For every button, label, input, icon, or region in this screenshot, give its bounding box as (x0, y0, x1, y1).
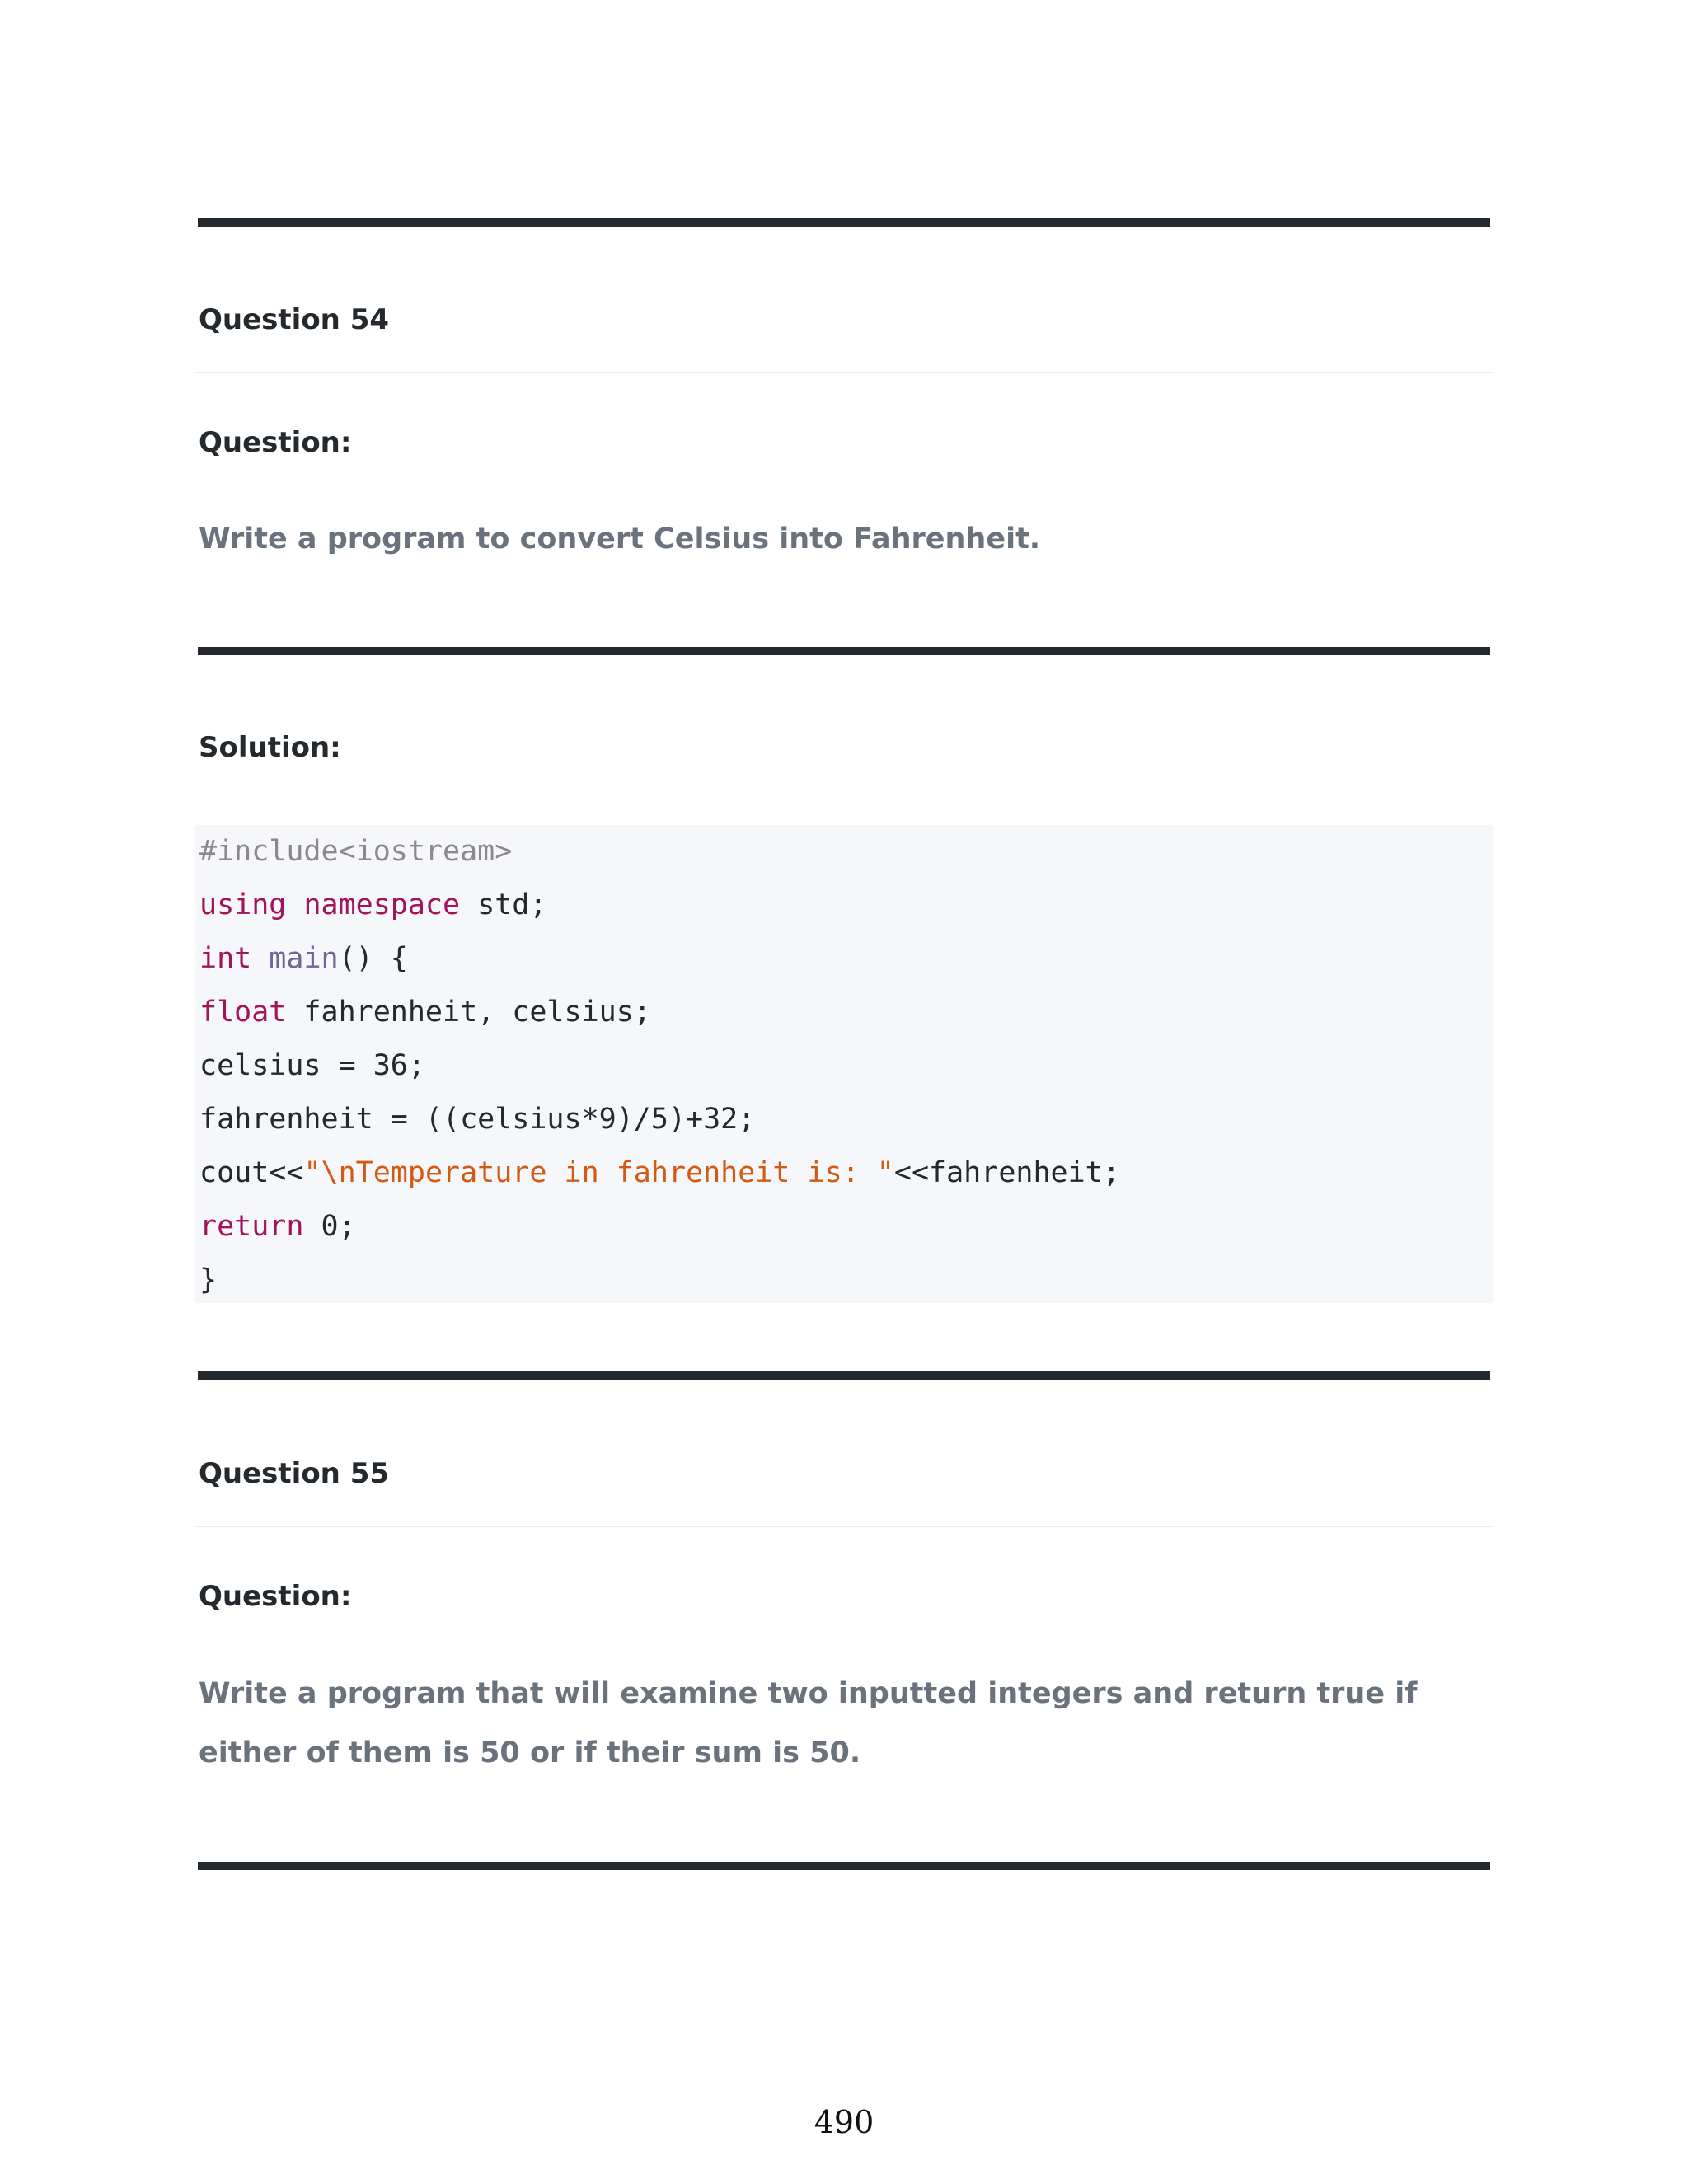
code-line (199, 1093, 755, 1146)
code-token-plain: celsius = 36; (199, 1049, 425, 1082)
code-token-preproc: #include<iostream> (199, 835, 513, 868)
code-token-func: main (269, 942, 339, 975)
code-token-plain: fahrenheit = ((celsius*9)/5)+32; (199, 1103, 756, 1136)
section-divider (198, 1371, 1490, 1380)
code-line (199, 1200, 356, 1254)
code-token-plain (286, 888, 303, 921)
code-token-keyword: int (199, 942, 252, 975)
question-55-title: Question 55 (199, 1457, 390, 1490)
section-divider (198, 647, 1490, 655)
code-token-plain: cout<< (199, 1156, 304, 1189)
question-label: Question: (199, 426, 352, 459)
code-line (199, 825, 512, 879)
code-line (199, 932, 408, 986)
title-underline (195, 1526, 1493, 1527)
code-token-plain (251, 942, 269, 975)
code-token-plain: () { (338, 942, 408, 975)
solution-label: Solution: (199, 731, 341, 764)
code-line (199, 1146, 1120, 1200)
code-token-keyword: float (199, 996, 287, 1029)
code-token-keyword: using (199, 888, 287, 921)
code-token-plain: std; (460, 888, 547, 921)
code-token-plain: } (199, 1263, 218, 1296)
code-token-plain: fahrenheit, celsius; (286, 996, 651, 1029)
page-number: 490 (814, 2104, 874, 2140)
code-line (199, 1039, 425, 1093)
question-54-title: Question 54 (199, 303, 390, 336)
section-divider (198, 218, 1490, 227)
code-token-plain: <<fahrenheit; (893, 1156, 1120, 1189)
code-token-plain: 0; (303, 1210, 356, 1243)
code-line (199, 879, 546, 932)
question-label: Question: (199, 1580, 352, 1613)
code-line (199, 1254, 217, 1307)
code-line (199, 986, 651, 1039)
title-underline (195, 372, 1493, 373)
code-token-keyword: return (199, 1210, 304, 1243)
code-token-string: "\nTemperature in fahrenheit is: " (303, 1156, 894, 1189)
question-55-text: Write a program that will examine two inputted integers and return true if either of them is 50 or if their sum is 50. (199, 1677, 1418, 1769)
section-divider (198, 1862, 1490, 1870)
code-block (195, 825, 1493, 1303)
question-54-text: Write a program to convert Celsius into Fahrenheit. (199, 523, 1041, 555)
code-token-keyword: namespace (303, 888, 461, 921)
